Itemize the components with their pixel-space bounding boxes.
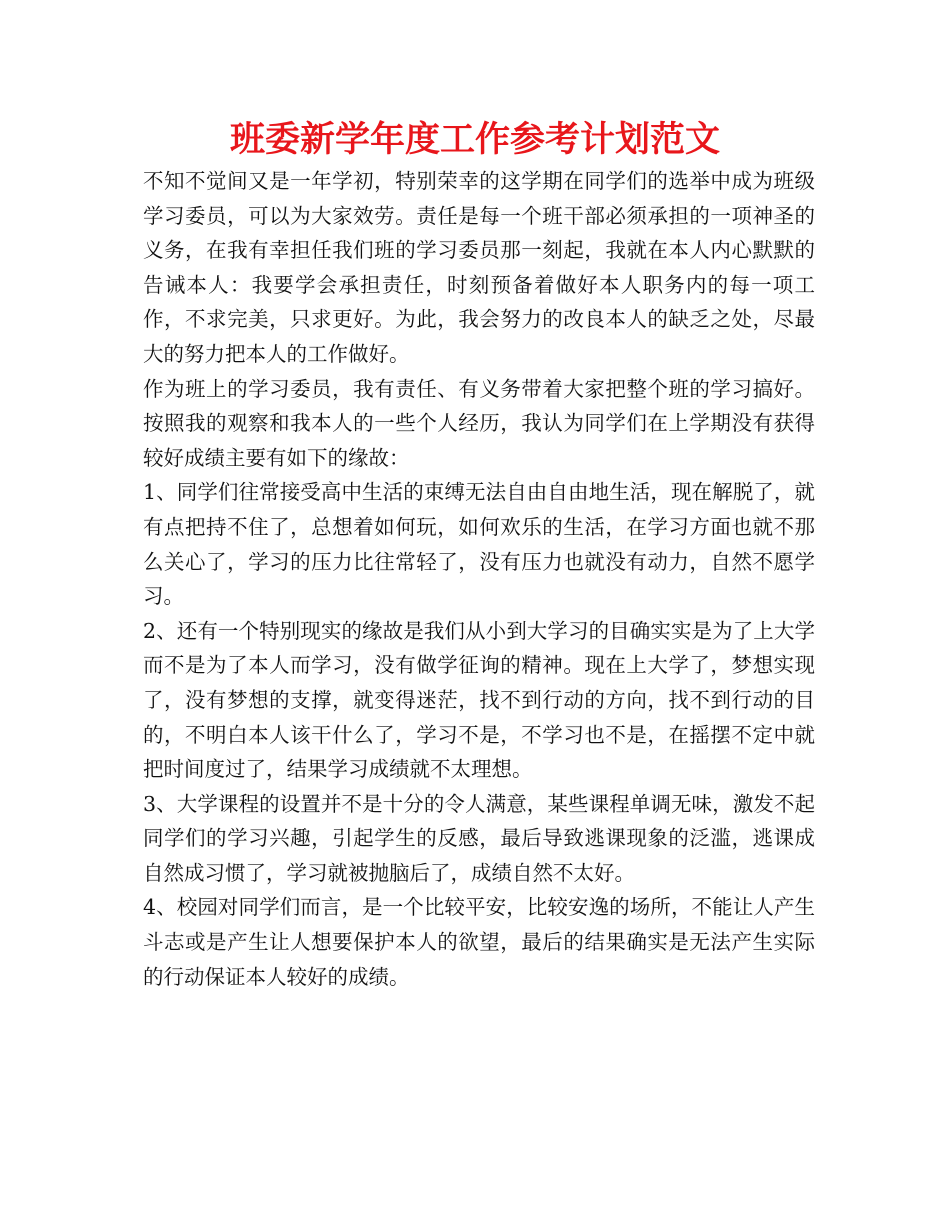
paragraph-reason-3: 3、大学课程的设置并不是十分的令人满意，某些课程单调无味，激发不起同学们的学习兴趣，引起学生的反感，最后导致逃课现象的泛滥，逃课成自然成习惯了，学习就被抛脑后了，成绩自然不太好。 [143, 791, 815, 885]
document-body [143, 164, 815, 994]
paragraph-reason-4: 4、校园对同学们而言，是一个比较平安，比较安逸的场所，不能让人产生斗志或是产生让人想要保护本人的欲望，最后的结果确实是无法产生实际的行动保证本人较好的成绩。 [143, 895, 815, 989]
paragraph-reasons-intro: 作为班上的学习委员，我有责任、有义务带着大家把整个班的学习搞好。按照我的观察和我本人的一些个人经历，我认为同学们在上学期没有获得较好成绩主要有如下的缘故： [143, 376, 815, 470]
paragraph-intro: 不知不觉间又是一年学初，特别荣幸的这学期在同学们的选举中成为班级学习委员，可以为大家效劳。责任是每一个班干部必须承担的一项神圣的义务，在我有幸担任我们班的学习委员那一刻起，我就在本人内心默默的告诫本人：我要学会承担责任，时刻预备着做好本人职务内的每一项工作，不求完美，只求更好。为此，我会努力的改良本人的缺乏之处，尽最大的努力把本人的工作做好。 [143, 169, 815, 366]
paragraph-reason-1: 1、同学们往常接受高中生活的束缚无法自由自由地生活，现在解脱了，就有点把持不住了，总想着如何玩，如何欢乐的生活，在学习方面也就不那么关心了，学习的压力比往常轻了，没有压力也就没有动力，自然不愿学习。 [143, 480, 815, 609]
document-title: 班委新学年度工作参考计划范文 [229, 120, 720, 160]
paragraph-reason-2: 2、还有一个特别现实的缘故是我们从小到大学习的目确实实是为了上大学而不是为了本人而学习，没有做学征询的精神。现在上大学了，梦想实现了，没有梦想的支撑，就变得迷茫，找不到行动的方向，找不到行动的目的，不明白本人该干什么了，学习不是，不学习也不是，在摇摆不定中就把时间度过了，结果学习成绩就不太理想。 [143, 618, 815, 782]
